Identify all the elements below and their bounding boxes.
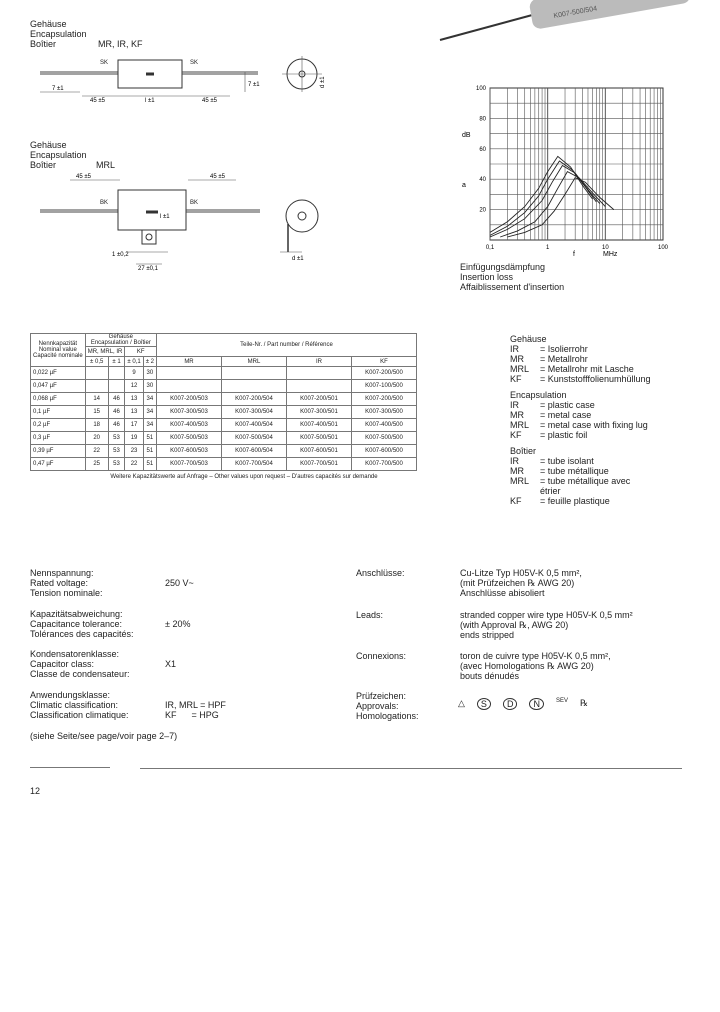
cell-ir bbox=[286, 367, 351, 380]
legend-boitier-item bbox=[510, 456, 690, 466]
cell-mrl: K007-400/504 bbox=[221, 419, 286, 432]
table-row bbox=[31, 432, 417, 445]
cell-c: 0,047 µF bbox=[31, 380, 86, 393]
spec-class-en: Capacitor class: bbox=[30, 659, 95, 669]
spec-voltage-value: 250 V~ bbox=[165, 578, 194, 588]
cell-l2: 30 bbox=[143, 380, 156, 393]
cell-mr: K007-600/503 bbox=[156, 445, 221, 458]
legend-encapsulation-title: Encapsulation bbox=[510, 390, 567, 400]
spec-connexions-2: bouts dénudés bbox=[460, 671, 520, 681]
svg-text:K007-500/504: K007-500/504 bbox=[553, 5, 598, 20]
cell-ir: K007-600/501 bbox=[286, 445, 351, 458]
cell-l1: 46 bbox=[108, 406, 125, 419]
chart-ytick-label: 100 bbox=[475, 86, 486, 92]
chart-ylabel2: a bbox=[462, 182, 466, 189]
chart-xtick-label: 10 bbox=[601, 245, 609, 251]
legend-encapsulation-item bbox=[510, 430, 690, 440]
cell-l1: 53 bbox=[108, 458, 125, 471]
drawing1-label-de: Gehäuse bbox=[30, 19, 67, 29]
th-dims-group: MR, MRL, IR bbox=[85, 347, 125, 357]
chart-title bbox=[460, 262, 564, 292]
chart-ylabel: dB bbox=[462, 132, 471, 139]
legend-key: MR bbox=[510, 466, 524, 476]
cell-c: 0,39 µF bbox=[31, 445, 86, 458]
legend-gehaeuse-item bbox=[510, 354, 690, 364]
th-kf-group: KF bbox=[125, 347, 157, 357]
page-number: 12 bbox=[30, 786, 41, 796]
cell-d2: 13 bbox=[125, 406, 143, 419]
approval-mark-triangle-icon: △ bbox=[458, 698, 465, 708]
insertion-loss-chart bbox=[455, 80, 680, 270]
cell-d2: 13 bbox=[125, 393, 143, 406]
legend-value: = tube isolant bbox=[540, 456, 594, 466]
cell-c: 0,3 µF bbox=[31, 432, 86, 445]
svg-text:d ±1: d ±1 bbox=[320, 76, 326, 88]
legend-value: = tube métallique avec bbox=[540, 476, 631, 486]
spec-leads bbox=[460, 610, 633, 640]
cell-c: 0,2 µF bbox=[31, 419, 86, 432]
th-enc-en: Encapsulation / Boîtier bbox=[90, 340, 151, 346]
legend-boitier-item bbox=[510, 486, 690, 496]
th-enc-de: Gehäuse bbox=[108, 334, 134, 340]
chart-xtick-label: 100 bbox=[657, 245, 669, 251]
svg-text:l ±1: l ±1 bbox=[145, 98, 155, 104]
parts-table bbox=[30, 333, 458, 481]
legend-key bbox=[510, 486, 540, 496]
spec-climatic-value-1: IR, MRL = HPF bbox=[165, 700, 226, 710]
drawing1-label-fr: Boîtier bbox=[30, 39, 57, 49]
cell-d2: 23 bbox=[125, 445, 143, 458]
legend-value: = Kunststofffolienumhüllung bbox=[540, 374, 651, 384]
spec-tolerance bbox=[30, 609, 134, 639]
approval-mark-s-icon: S bbox=[477, 698, 491, 710]
th-part-number: Teile-Nr. / Part number / Référence bbox=[156, 334, 416, 357]
table-row bbox=[31, 406, 417, 419]
spec-connexions-label: Connexions: bbox=[356, 651, 407, 661]
cell-l2: 34 bbox=[143, 393, 156, 406]
svg-text:45 ±5: 45 ±5 bbox=[210, 174, 225, 180]
spec-tolerance-value: ± 20% bbox=[165, 619, 191, 629]
legend-value: = plastic foil bbox=[540, 430, 588, 440]
spec-climatic-en: Climatic classification: bbox=[30, 700, 119, 710]
th-col-mrl: MRL bbox=[221, 357, 286, 367]
cell-d1: 20 bbox=[85, 432, 108, 445]
spec-climatic-value-2: KF = HPG bbox=[165, 710, 219, 720]
legend-value: = plastic case bbox=[540, 400, 595, 410]
table-row bbox=[31, 380, 417, 393]
cell-kf: K007-200/500 bbox=[351, 393, 416, 406]
svg-text:45 ±5: 45 ±5 bbox=[90, 98, 105, 104]
cell-l2: 34 bbox=[143, 406, 156, 419]
th-nominal-en: Nominal value bbox=[38, 347, 77, 353]
drawing2-lead-left: BK bbox=[100, 200, 109, 206]
th-sub-2: ± 0,1 bbox=[125, 357, 143, 367]
svg-text:45 ±5: 45 ±5 bbox=[76, 174, 91, 180]
legend-value: = Metallrohr mit Lasche bbox=[540, 364, 634, 374]
spec-class bbox=[30, 649, 130, 679]
table-row bbox=[31, 393, 417, 406]
approval-mark-sev-icon: SEV bbox=[555, 698, 568, 704]
svg-text:1 ±0,2: 1 ±0,2 bbox=[112, 252, 129, 258]
cell-mr: K007-200/503 bbox=[156, 393, 221, 406]
approval-marks bbox=[458, 698, 588, 710]
spec-anschluesse-2: Anschlüsse abisoliert bbox=[460, 588, 545, 598]
cell-ir: K007-500/501 bbox=[286, 432, 351, 445]
cell-l1 bbox=[108, 380, 125, 393]
spec-voltage-de: Nennspannung: bbox=[30, 568, 94, 578]
svg-text:l ±1: l ±1 bbox=[160, 214, 170, 220]
legend-key: IR bbox=[510, 456, 519, 466]
drawing1-lead-left: SK bbox=[100, 60, 109, 66]
th-nominal-de: Nennkapazität bbox=[38, 341, 78, 347]
svg-text:27 ±0,1: 27 ±0,1 bbox=[138, 266, 158, 272]
th-nominal-fr: Capacité nominale bbox=[33, 353, 83, 359]
cell-mrl: K007-300/504 bbox=[221, 406, 286, 419]
legend-key: MRL bbox=[510, 420, 530, 430]
cell-ir: K007-400/501 bbox=[286, 419, 351, 432]
spec-voltage bbox=[30, 568, 103, 598]
spec-leads-1: (with Approval ℞, AWG 20) bbox=[460, 620, 569, 630]
cell-l1: 46 bbox=[108, 419, 125, 432]
footer-rule-right bbox=[140, 768, 682, 769]
legend-value: = metal case with fixing lug bbox=[540, 420, 648, 430]
drawing2-types: MRL bbox=[96, 160, 116, 170]
cell-d2: 19 bbox=[125, 432, 143, 445]
spec-connexions-0: toron de cuivre type H05V-K 0,5 mm², bbox=[460, 651, 611, 661]
legend-boitier-item bbox=[510, 466, 690, 476]
drawing2-dimension-diagram bbox=[30, 172, 350, 272]
cell-mrl bbox=[221, 367, 286, 380]
legend-key: KF bbox=[510, 374, 522, 384]
spec-climatic bbox=[30, 690, 129, 720]
spec-approvals-en: Approvals: bbox=[356, 701, 399, 711]
spec-anschluesse-1: (mit Prüfzeichen ℞ AWG 20) bbox=[460, 578, 575, 588]
legend-value: = Isolierrohr bbox=[540, 344, 588, 354]
legend-key: KF bbox=[510, 430, 522, 440]
cell-ir: K007-700/501 bbox=[286, 458, 351, 471]
cell-c: 0,1 µF bbox=[31, 406, 86, 419]
th-col-kf: KF bbox=[351, 357, 416, 367]
cell-l2: 34 bbox=[143, 419, 156, 432]
legend bbox=[510, 334, 690, 506]
legend-encapsulation-item bbox=[510, 420, 690, 430]
component-photo bbox=[436, 0, 720, 46]
spec-class-value: X1 bbox=[165, 659, 177, 669]
chart-svg bbox=[455, 80, 680, 270]
legend-gehaeuse-title: Gehäuse bbox=[510, 334, 547, 344]
cell-l1 bbox=[108, 367, 125, 380]
cell-l2: 51 bbox=[143, 432, 156, 445]
spec-connexions bbox=[460, 651, 611, 681]
spec-tolerance-en: Capacitance tolerance: bbox=[30, 619, 123, 629]
chart-ytick-label: 40 bbox=[479, 177, 486, 184]
chart-xunit: MHz bbox=[603, 251, 618, 258]
cell-l1: 46 bbox=[108, 393, 125, 406]
chart-title-de: Einfügungsdämpfung bbox=[460, 262, 546, 272]
spec-voltage-en: Rated voltage: bbox=[30, 578, 89, 588]
th-sub-1: ± 1 bbox=[108, 357, 125, 367]
cell-l2: 30 bbox=[143, 367, 156, 380]
cell-l1: 53 bbox=[108, 445, 125, 458]
legend-key: IR bbox=[510, 400, 519, 410]
spec-approvals bbox=[356, 691, 419, 721]
cell-c: 0,022 µF bbox=[31, 367, 86, 380]
cell-d1 bbox=[85, 367, 108, 380]
spec-anschluesse-label: Anschlüsse: bbox=[356, 568, 405, 578]
spec-tolerance-fr: Tolérances des capacités: bbox=[30, 629, 134, 639]
legend-gehaeuse-item bbox=[510, 374, 690, 384]
chart-ytick-label: 20 bbox=[479, 207, 486, 214]
th-col-mr: MR bbox=[156, 357, 221, 367]
drawing1-label-en: Encapsulation bbox=[30, 29, 87, 39]
legend-value: = Metallrohr bbox=[540, 354, 588, 364]
drawing1-lead-right: SK bbox=[190, 60, 199, 66]
approval-mark-n-icon: N bbox=[529, 698, 544, 710]
cell-kf: K007-200/500 bbox=[351, 367, 416, 380]
svg-text:45 ±5: 45 ±5 bbox=[202, 98, 217, 104]
cell-kf: K007-600/500 bbox=[351, 445, 416, 458]
spec-leads-label: Leads: bbox=[356, 610, 384, 620]
cell-mr bbox=[156, 367, 221, 380]
cell-d2: 9 bbox=[125, 367, 143, 380]
cell-kf: K007-400/500 bbox=[351, 419, 416, 432]
cell-kf: K007-100/500 bbox=[351, 380, 416, 393]
svg-text:d ±1: d ±1 bbox=[292, 256, 304, 262]
cell-kf: K007-500/500 bbox=[351, 432, 416, 445]
cell-d2: 12 bbox=[125, 380, 143, 393]
cell-mr: K007-300/503 bbox=[156, 406, 221, 419]
spec-voltage-fr: Tension nominale: bbox=[30, 588, 103, 598]
table-footnote: Weitere Kapazitätswerte auf Anfrage – Other values upon request – D'autres capacités sur demande bbox=[110, 474, 378, 480]
cell-mrl bbox=[221, 380, 286, 393]
legend-key: KF bbox=[510, 496, 522, 506]
drawing2-labels bbox=[30, 140, 87, 170]
cell-mrl: K007-600/504 bbox=[221, 445, 286, 458]
spec-anschluesse-0: Cu-Litze Typ H05V-K 0,5 mm², bbox=[460, 568, 582, 578]
cell-d2: 22 bbox=[125, 458, 143, 471]
legend-boitier-item bbox=[510, 496, 690, 506]
chart-xtick-label: 1 bbox=[545, 245, 550, 251]
approval-mark-ur-icon: ℞ bbox=[579, 698, 589, 708]
spec-climatic-fr: Classification climatique: bbox=[30, 710, 129, 720]
cell-ir: K007-300/501 bbox=[286, 406, 351, 419]
footer-rule-left bbox=[30, 767, 110, 768]
drawing1-labels bbox=[30, 19, 87, 49]
spec-tolerance-de: Kapazitätsabweichung: bbox=[30, 609, 123, 619]
th-col-ir: IR bbox=[286, 357, 351, 367]
cell-mr: K007-500/503 bbox=[156, 432, 221, 445]
legend-key: MR bbox=[510, 354, 524, 364]
approval-mark-d-icon: D bbox=[503, 698, 518, 710]
legend-key: IR bbox=[510, 344, 519, 354]
cell-mr: K007-400/503 bbox=[156, 419, 221, 432]
cell-d2: 17 bbox=[125, 419, 143, 432]
chart-xtick-label: 0,1 bbox=[485, 245, 495, 251]
th-sub-3: ± 2 bbox=[143, 357, 156, 367]
legend-encapsulation-item bbox=[510, 400, 690, 410]
drawing2-label-de: Gehäuse bbox=[30, 140, 67, 150]
cell-mrl: K007-500/504 bbox=[221, 432, 286, 445]
cell-mr bbox=[156, 380, 221, 393]
cell-kf: K007-300/500 bbox=[351, 406, 416, 419]
spec-leads-2: ends stripped bbox=[460, 630, 515, 640]
table-row bbox=[31, 458, 417, 471]
legend-key: MR bbox=[510, 410, 524, 420]
drawing1-types: MR, IR, KF bbox=[98, 39, 143, 49]
chart-ytick-label: 80 bbox=[479, 116, 486, 123]
svg-text:7 ±1: 7 ±1 bbox=[52, 86, 64, 92]
legend-gehaeuse-item bbox=[510, 344, 690, 354]
spec-anschluesse bbox=[460, 568, 582, 598]
cell-ir: K007-200/501 bbox=[286, 393, 351, 406]
cell-c: 0,47 µF bbox=[31, 458, 86, 471]
cell-mrl: K007-700/504 bbox=[221, 458, 286, 471]
table-row bbox=[31, 445, 417, 458]
table-row bbox=[31, 419, 417, 432]
legend-key: MRL bbox=[510, 476, 530, 486]
table-row bbox=[31, 367, 417, 380]
cell-mrl: K007-200/504 bbox=[221, 393, 286, 406]
spec-approvals-fr: Homologations: bbox=[356, 711, 419, 721]
chart-xlabel: f bbox=[573, 251, 575, 258]
cell-d1: 15 bbox=[85, 406, 108, 419]
cell-l2: 51 bbox=[143, 458, 156, 471]
legend-encapsulation-item bbox=[510, 410, 690, 420]
svg-text:7 ±1: 7 ±1 bbox=[248, 82, 260, 88]
chart-ytick-label: 60 bbox=[479, 146, 486, 153]
cell-kf: K007-700/500 bbox=[351, 458, 416, 471]
legend-boitier-title: Boîtier bbox=[510, 446, 537, 456]
cell-d1: 14 bbox=[85, 393, 108, 406]
cell-d1 bbox=[85, 380, 108, 393]
spec-class-de: Kondensatorenklasse: bbox=[30, 649, 120, 659]
legend-value: étrier bbox=[540, 486, 561, 496]
spec-climatic-de: Anwendungsklasse: bbox=[30, 690, 111, 700]
spec-approvals-de: Prüfzeichen: bbox=[356, 691, 407, 701]
th-sub-0: ± 0,5 bbox=[85, 357, 108, 367]
cell-c: 0,068 µF bbox=[31, 393, 86, 406]
cell-l2: 51 bbox=[143, 445, 156, 458]
spec-leads-0: stranded copper wire type H05V-K 0,5 mm² bbox=[460, 610, 633, 620]
legend-value: = metal case bbox=[540, 410, 592, 420]
spec-class-fr: Classe de condensateur: bbox=[30, 669, 130, 679]
legend-boitier-item bbox=[510, 476, 690, 486]
cell-d1: 25 bbox=[85, 458, 108, 471]
legend-key: MRL bbox=[510, 364, 530, 374]
cell-d1: 18 bbox=[85, 419, 108, 432]
cell-ir bbox=[286, 380, 351, 393]
spec-connexions-1: (avec Homologations ℞ AWG 20) bbox=[460, 661, 594, 671]
legend-gehaeuse-item bbox=[510, 364, 690, 374]
spec-see-page: (siehe Seite/see page/voir page 2–7) bbox=[30, 731, 178, 741]
drawing2-label-fr: Boîtier bbox=[30, 160, 57, 170]
drawing2-label-en: Encapsulation bbox=[30, 150, 87, 160]
drawing2-lead-right: BK bbox=[190, 200, 199, 206]
chart-title-en: Insertion loss bbox=[460, 272, 514, 282]
legend-value: = feuille plastique bbox=[540, 496, 610, 506]
cell-mr: K007-700/503 bbox=[156, 458, 221, 471]
chart-title-fr: Affaiblissement d'insertion bbox=[460, 282, 565, 292]
legend-value: = tube métallique bbox=[540, 466, 609, 476]
cell-l1: 53 bbox=[108, 432, 125, 445]
cell-d1: 22 bbox=[85, 445, 108, 458]
